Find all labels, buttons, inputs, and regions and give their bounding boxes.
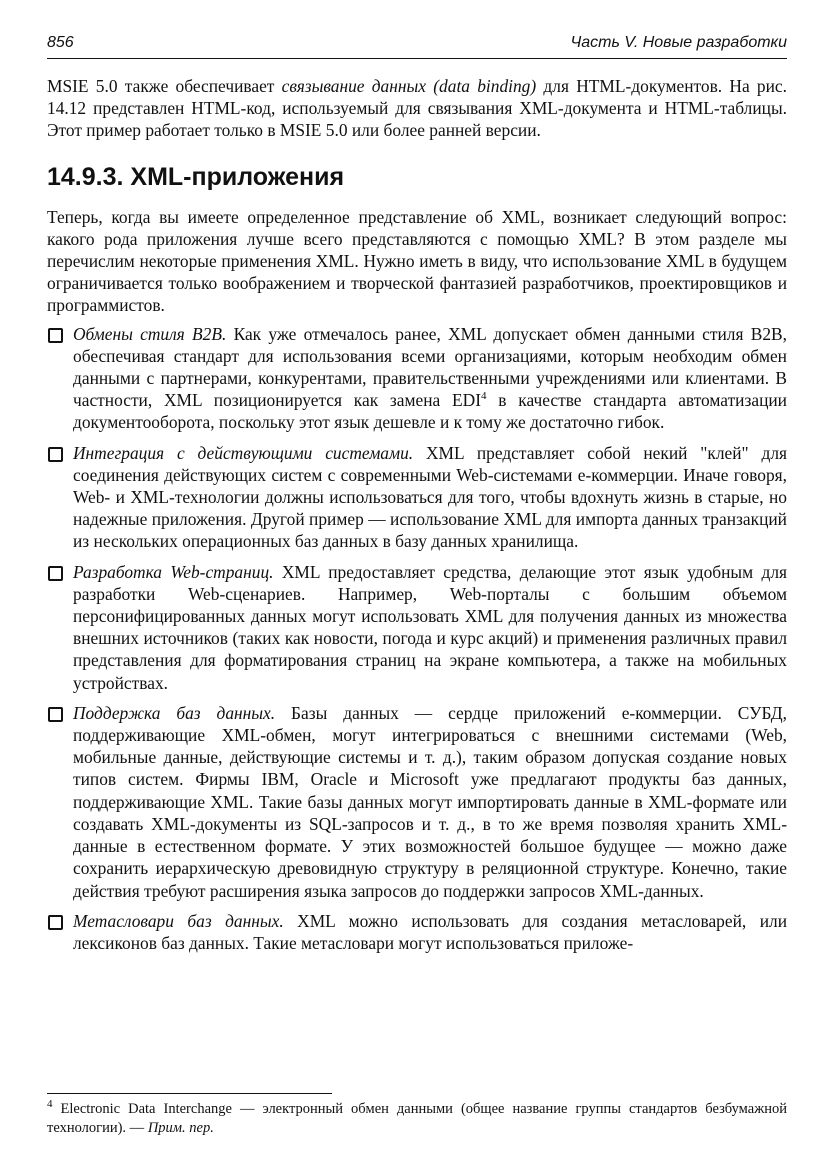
item-title: Интеграция с действующими системами. [73,442,414,463]
translator-note: Прим. пер. [147,1120,214,1136]
item-title: Метасловари баз данных. [73,910,284,931]
item-title: Разработка Web-страниц. [73,561,274,582]
checkbox-bullet-icon [48,915,63,930]
section-heading: 14.9.3. XML-приложения [47,162,345,191]
checkbox-bullet-icon [48,707,63,722]
page-body [47,75,787,962]
checkbox-bullet-icon [48,566,63,581]
footnote-mark: 4 [47,1098,53,1111]
list-item: Обмены стиля B2B. Как уже отмечалось ранее, XML допускает обмен данными стиля B2B, обеспечивая стандарт для использования всеми организациями, которым необходим обмен данными с партнерами, конкурентами, правительственными учреждениями или клиентами. В частности, XML позиционируется как замена EDI$^4$ в качестве стандарта автоматизации документооборота, поскольку этот язык дешевле и к тому же достаточно гибок. [47,323,787,434]
intro-term: связывание данных (data binding) [281,76,537,96]
footnote: $^4$ Electronic Data Interchange — электронный обмен данными (общее название группы стандартов безбумажной технологии). — Прим. пер. [47,1098,787,1136]
list-item: Интеграция с действующими системами. XML представляет собой некий "клей" для соединения действующих систем с современными Web-системами е-коммерции. Иначе говоря, Web- и XML-технологии должны использоваться для того, чтобы вдохнуть жизнь в старые, но надежные приложения. Другой пример — использование XML для импорта данных транзакций из нескольких операционных баз данных в базу данных хранилища. [47,442,787,553]
intro-paragraph: MSIE 5.0 также обеспечивает связывание данных (data binding) для HTML-документов. На рис. 14.12 представлен HTML-код, используемый для связывания XML-документа и HTML-таблицы. Этот пример работает только в MSIE 5.0 или более ранней версии. [47,76,787,141]
list-item: Поддержка баз данных. Базы данных — сердце приложений е-коммерции. СУБД, поддерживающие XML-обмен, могут интегрироваться с внешними системами (Web, мобильные данные, действующие системы и т. д.), таким образом допуская создание новых типов систем. Фирмы IBM, Oracle и Microsoft уже предлагают продукты баз данных, поддерживающие XML. Такие базы данных могут импортировать данные в XML-формате или создавать XML-документы из SQL-запросов и т. д., в то же время позволяя хранить XML-данные в естественном формате. У этих возможностей большое будущее — можно даже сохранить иерархическую древовидную структуру в реляционной структуре. Конечно, такие действия требуют расширения языка запросов до поддержки запросов XML-данных. [47,702,787,902]
section-lead-paragraph: Теперь, когда вы имеете определенное представление об XML, возникает следующий вопрос: какого рода приложения лучше всего представляются с помощью XML? В этом разделе мы перечислим некоторые применения XML. Нужно иметь в виду, что использование XML в будущем ограничивается только воображением и творческой фантазией разработчиков, проектировщиков и программистов. [47,206,787,316]
item-title: Поддержка баз данных. [73,702,276,723]
checkbox-bullet-icon [48,328,63,343]
page-number: 856 [47,34,74,51]
running-header [47,30,787,59]
item-title: Обмены стиля B2B. [73,323,227,344]
checkbox-bullet-icon [48,447,63,462]
footnote-divider [47,1093,332,1094]
footnote-ref: 4 [481,390,487,403]
list-item: Метасловари баз данных. XML можно использовать для создания метасловарей, или лексиконов баз данных. Такие метасловари могут использоваться приложе- [47,910,787,954]
part-title: Часть V. Новые разработки [570,34,787,51]
list-item: Разработка Web-страниц. XML предоставляет средства, делающие этот язык удобным для разработки Web-сценариев. Например, Web-порталы с большим объемом персонифицированных данных могут использовать XML для получения данных из множества внешних источников (таких как новости, погода и курс акций) и применения различных правил представления для форматирования страниц на экране компьютера, а также на мобильных устройствах. [47,561,787,694]
application-list [47,323,787,954]
